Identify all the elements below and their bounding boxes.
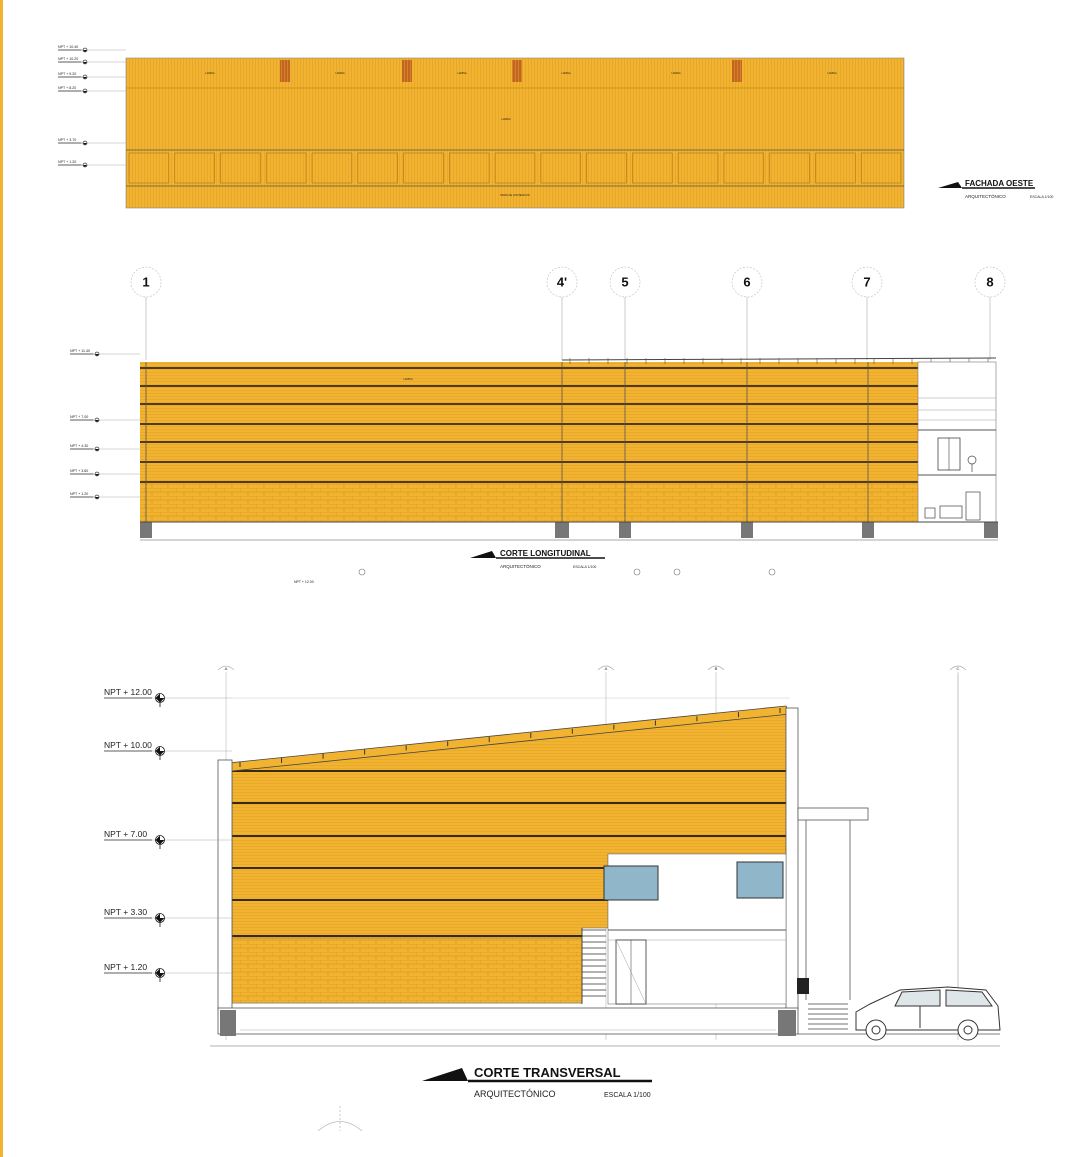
level-marker	[58, 45, 126, 52]
axis-label: 1	[142, 274, 150, 290]
level-marker	[104, 907, 232, 927]
fachada-oeste-scale: ESCALA 1/100	[1030, 195, 1054, 199]
axis-label: A	[604, 666, 608, 671]
corte-longitudinal	[70, 267, 1005, 584]
level-marker	[70, 469, 140, 476]
level-label: NPT + 11.40	[70, 349, 90, 353]
level-label: NPT + 3.60	[70, 469, 89, 473]
fachada-oeste-title-block	[938, 179, 1053, 199]
level-label: NPT + 9.20	[58, 72, 77, 76]
column-footing	[140, 522, 152, 538]
level-label: NPT + 1.20	[70, 492, 89, 496]
level-label: NPT + 1.20	[58, 160, 77, 164]
level-marker	[104, 740, 232, 760]
longitudinal-base-wall	[140, 482, 918, 522]
facade-level-markers	[58, 45, 126, 167]
facade-vent	[402, 60, 412, 82]
longitudinal-level-markers	[70, 349, 140, 499]
longitudinal-axis-markers	[131, 267, 1005, 360]
level-label: NPT + 3.70	[58, 138, 77, 142]
facade-panel-label: LAMINA	[561, 72, 571, 75]
axis-label: 5	[621, 274, 629, 290]
facade-panel-label: LAMINA	[671, 72, 681, 75]
column-footing	[555, 522, 569, 538]
corte-transversal-title-block	[422, 1065, 652, 1099]
corte-longitudinal-title: CORTE LONGITUDINAL	[500, 549, 591, 558]
column-footing	[984, 522, 998, 538]
footing-right	[778, 1010, 796, 1036]
level-label: NPT + 12.00	[104, 687, 152, 697]
corte-longitudinal-title-block	[470, 549, 605, 569]
exterior-steps	[808, 1004, 848, 1029]
level-marker	[104, 687, 790, 707]
level-label: NPT + 10.20	[58, 57, 79, 61]
facade-vent	[280, 60, 290, 82]
transversal-right-column	[786, 708, 798, 1010]
axis-label: 4'	[556, 274, 568, 290]
car-icon	[856, 987, 1000, 1040]
level-marker	[58, 72, 126, 79]
window-right	[737, 862, 783, 898]
column-footing	[862, 522, 874, 538]
axis-marker	[975, 267, 1005, 360]
fachada-oeste-subtitle: ARQUITECTÓNICO	[965, 194, 1006, 199]
column-footing	[741, 522, 753, 538]
facade-panel-label: LAMINA	[205, 72, 215, 75]
level-label: NPT + 1.20	[104, 962, 148, 972]
level-marker	[58, 138, 126, 145]
axis-label: 6	[743, 274, 751, 290]
level-marker	[70, 444, 140, 451]
facade-panel-label: LAMINA	[457, 72, 467, 75]
axis-marker	[131, 267, 161, 360]
longitudinal-floor-level: NPT + 12.00	[294, 580, 314, 584]
corte-transversal-scale: ESCALA 1/100	[604, 1092, 651, 1099]
level-marker	[104, 829, 232, 849]
column-footing	[619, 522, 631, 538]
level-label: NPT + 10.00	[104, 740, 152, 750]
level-marker	[58, 160, 126, 167]
axis-label: B	[714, 666, 718, 671]
corte-longitudinal-subtitle: ARQUITECTÓNICO	[500, 564, 541, 569]
axis-label: 7	[863, 274, 871, 290]
longitudinal-interior-room	[918, 362, 996, 522]
sheet-border	[0, 0, 3, 1157]
level-label: NPT + 7.00	[104, 829, 148, 839]
corte-transversal-subtitle: ARQUITECTÓNICO	[474, 1089, 556, 1099]
facade-vent	[512, 60, 522, 82]
axis-marker	[950, 666, 966, 1040]
level-marker	[104, 962, 232, 982]
axis-marker	[732, 267, 762, 360]
axis-marker	[610, 267, 640, 360]
fachada-oeste-title: FACHADA OESTE	[965, 179, 1034, 188]
axis-marker	[852, 267, 882, 360]
footing-left	[220, 1010, 236, 1036]
window-left	[604, 866, 658, 900]
corte-transversal	[104, 666, 1000, 1131]
fachada-oeste	[58, 45, 1053, 208]
axis-label: C	[956, 666, 960, 671]
level-marker	[58, 57, 126, 64]
facade-panel-label: LAMINA	[501, 118, 511, 121]
level-label: NPT + 7.00	[70, 415, 89, 419]
level-label: NPT + 10.40	[58, 45, 79, 49]
facade-panel-label: LAMINA	[335, 72, 345, 75]
facade-base-label: MURO DE CONTENCION	[500, 194, 530, 197]
axis-label: 8	[986, 274, 994, 290]
corte-transversal-title: CORTE TRANSVERSAL	[474, 1065, 621, 1080]
transversal-left-column	[218, 760, 232, 1010]
level-label: NPT + 4.30	[70, 444, 89, 448]
level-marker	[58, 86, 126, 93]
facade-vent	[732, 60, 742, 82]
level-label: NPT + 8.20	[58, 86, 77, 90]
axis-label: A	[224, 666, 228, 671]
level-label: NPT + 3.30	[104, 907, 148, 917]
facade-panel-label: LAMINA	[827, 72, 837, 75]
interior-stair	[582, 928, 606, 1004]
transversal-base-wall	[232, 938, 582, 1003]
level-marker	[70, 349, 140, 356]
longitudinal-panel-label: LAMINA	[403, 378, 413, 381]
axis-marker	[547, 267, 577, 360]
level-marker	[70, 415, 140, 422]
north-arrow-partial	[318, 1106, 362, 1131]
corte-longitudinal-scale: ESCALA 1/100	[573, 565, 597, 569]
level-marker	[70, 492, 140, 499]
longitudinal-bottom-markers	[359, 569, 775, 575]
